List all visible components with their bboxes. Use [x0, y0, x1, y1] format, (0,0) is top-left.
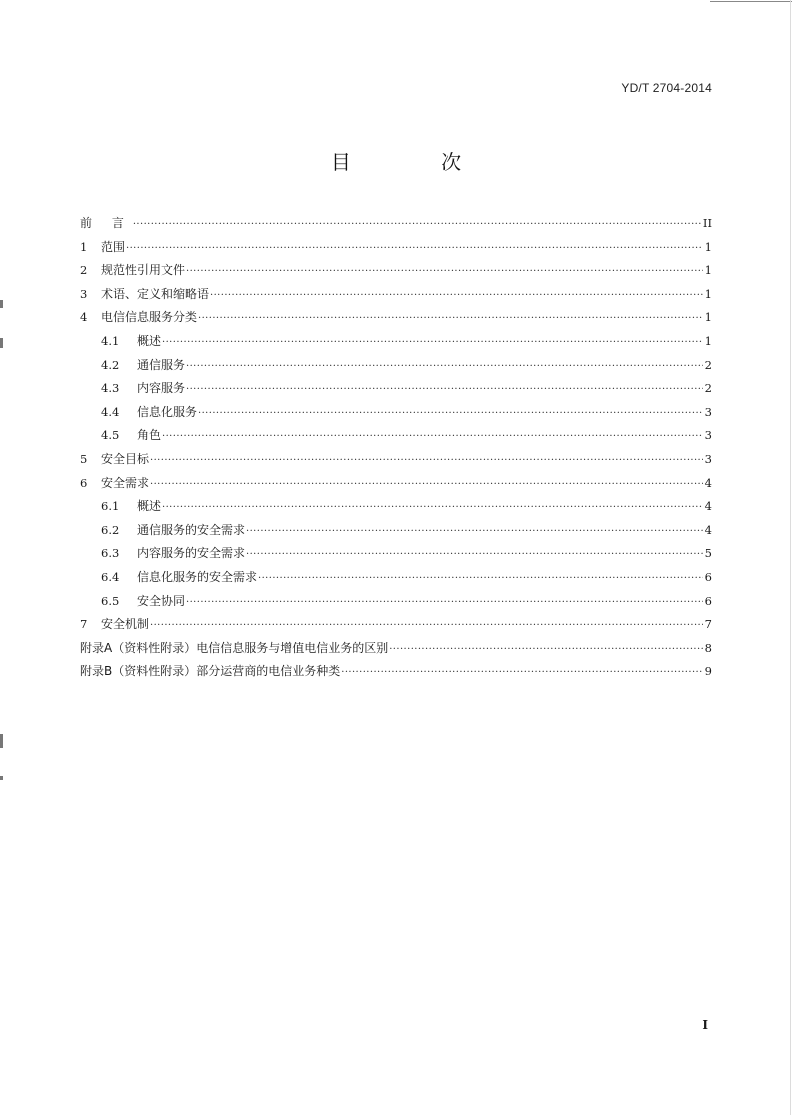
- toc-entry-title: 前 言: [80, 216, 132, 230]
- toc-entry-page: 3: [704, 428, 712, 443]
- toc-entry-number: 4.4: [101, 404, 120, 419]
- toc-dot-leader: [126, 237, 703, 261]
- toc-entry[interactable]: [80, 330, 712, 354]
- toc-entry-number: 4: [80, 310, 88, 325]
- toc-entry[interactable]: [80, 424, 712, 448]
- toc-entry-title: 安全机制: [101, 617, 150, 632]
- scan-edge-mark: [0, 300, 3, 308]
- toc-entry-number: 4.2: [101, 357, 120, 372]
- toc-dot-leader: [210, 284, 703, 308]
- toc-entry-page: 8: [704, 640, 712, 655]
- toc-entry[interactable]: [80, 590, 712, 614]
- toc-dot-leader: [186, 260, 703, 284]
- toc-entry[interactable]: [80, 212, 712, 236]
- toc-dot-leader: [246, 520, 703, 544]
- toc-dot-leader: [198, 402, 703, 426]
- toc-entry[interactable]: [80, 354, 712, 378]
- toc-entry-page: 9: [704, 664, 712, 679]
- toc-entry-number: 4.5: [101, 428, 120, 443]
- toc-entry-title: 安全目标: [101, 451, 150, 466]
- toc-entry-page: 2: [704, 357, 712, 372]
- toc-entry-page: 1: [704, 333, 712, 348]
- toc-entry[interactable]: [80, 542, 712, 566]
- toc-entry-title: 附录B（资料性附录）部分运营商的电信业务种类: [80, 664, 341, 679]
- toc-entry-number: 3: [80, 286, 88, 301]
- toc-dot-leader: [186, 378, 703, 402]
- scan-edge-mark: [0, 776, 3, 780]
- toc-entry-title: 信息化服务: [137, 404, 198, 419]
- toc-entry[interactable]: [80, 660, 712, 684]
- toc-entry-page: 2: [704, 381, 712, 396]
- toc-entry[interactable]: [80, 448, 712, 472]
- toc-dot-leader: [150, 473, 703, 497]
- toc-dot-leader: [186, 355, 703, 379]
- toc-entry-page: 1: [704, 263, 712, 278]
- toc-entry-title: 附录A（资料性附录）电信信息服务与增值电信业务的区别: [80, 640, 389, 655]
- toc-entry[interactable]: [80, 566, 712, 590]
- toc-entry-title: 信息化服务的安全需求: [137, 569, 258, 584]
- toc-dot-leader: [186, 591, 703, 615]
- toc-entry-title: 概述: [137, 333, 162, 348]
- toc-entry[interactable]: [80, 637, 712, 661]
- toc-entry-page: 3: [704, 451, 712, 466]
- toc-entry[interactable]: [80, 377, 712, 401]
- toc-entry-title: 术语、定义和缩略语: [101, 286, 210, 301]
- toc-dot-leader: [389, 638, 703, 662]
- scan-edge-line-top: [710, 1, 792, 2]
- toc-entry-title: 范围: [101, 239, 126, 254]
- toc-entry[interactable]: [80, 495, 712, 519]
- toc-entry[interactable]: [80, 472, 712, 496]
- toc-entry-number: 6: [80, 475, 88, 490]
- toc-entry-page: 1: [704, 286, 712, 301]
- toc-entry-title: 概述: [137, 499, 162, 514]
- toc-dot-leader: [162, 331, 703, 355]
- toc-entry[interactable]: [80, 519, 712, 543]
- toc-entry[interactable]: [80, 306, 712, 330]
- toc-entry-title: 规范性引用文件: [101, 263, 186, 278]
- toc-entry-number: 4.1: [101, 333, 120, 348]
- toc-entry-title: 角色: [137, 428, 162, 443]
- toc-entry[interactable]: [80, 259, 712, 283]
- toc-entry-number: 6.2: [101, 522, 120, 537]
- toc-dot-leader: [246, 543, 703, 567]
- toc-entry-page: 5: [704, 546, 712, 561]
- scan-edge-mark: [0, 338, 3, 348]
- table-of-contents: [80, 212, 712, 684]
- toc-entry-page: 6: [704, 593, 712, 608]
- toc-dot-leader: [150, 614, 703, 638]
- toc-entry-title: 安全需求: [101, 475, 150, 490]
- toc-entry[interactable]: [80, 236, 712, 260]
- toc-entry[interactable]: [80, 613, 712, 637]
- toc-entry-number: 6.1: [101, 499, 120, 514]
- document-code: YD/T 2704-2014: [621, 81, 712, 95]
- toc-entry-page: 1: [704, 310, 712, 325]
- toc-entry-number: 6.3: [101, 546, 120, 561]
- page-number: I: [702, 1018, 708, 1032]
- toc-entry-title: 通信服务: [137, 357, 186, 372]
- toc-entry-number: 2: [80, 263, 88, 278]
- toc-entry-page: 4: [704, 522, 712, 537]
- toc-entry-title: 电信信息服务分类: [101, 310, 198, 325]
- page-title: 目 次: [330, 150, 504, 174]
- toc-entry-page: 3: [704, 404, 712, 419]
- toc-entry-page: II: [702, 216, 712, 230]
- toc-entry-page: 4: [704, 499, 712, 514]
- toc-dot-leader: [162, 425, 703, 449]
- toc-entry-number: 1: [80, 239, 88, 254]
- toc-entry-number: 7: [80, 617, 88, 632]
- toc-entry-title: 内容服务的安全需求: [137, 546, 246, 561]
- toc-dot-leader: [198, 307, 703, 331]
- toc-entry[interactable]: [80, 283, 712, 307]
- toc-entry-title: 安全协同: [137, 593, 186, 608]
- toc-dot-leader: [133, 213, 702, 237]
- toc-dot-leader: [341, 661, 703, 685]
- toc-dot-leader: [162, 496, 703, 520]
- toc-entry-page: 4: [704, 475, 712, 490]
- toc-entry-number: 5: [80, 451, 88, 466]
- toc-dot-leader: [150, 449, 703, 473]
- toc-entry-page: 6: [704, 569, 712, 584]
- toc-entry-number: 6.5: [101, 593, 120, 608]
- toc-dot-leader: [258, 567, 703, 591]
- toc-entry-page: 7: [704, 617, 712, 632]
- toc-entry-title: 通信服务的安全需求: [137, 522, 246, 537]
- toc-entry-title: 内容服务: [137, 381, 186, 396]
- toc-entry-page: 1: [704, 239, 712, 254]
- toc-entry-number: 6.4: [101, 569, 120, 584]
- scan-edge-mark: [0, 734, 3, 748]
- toc-entry-number: 4.3: [101, 381, 120, 396]
- toc-entry[interactable]: [80, 401, 712, 425]
